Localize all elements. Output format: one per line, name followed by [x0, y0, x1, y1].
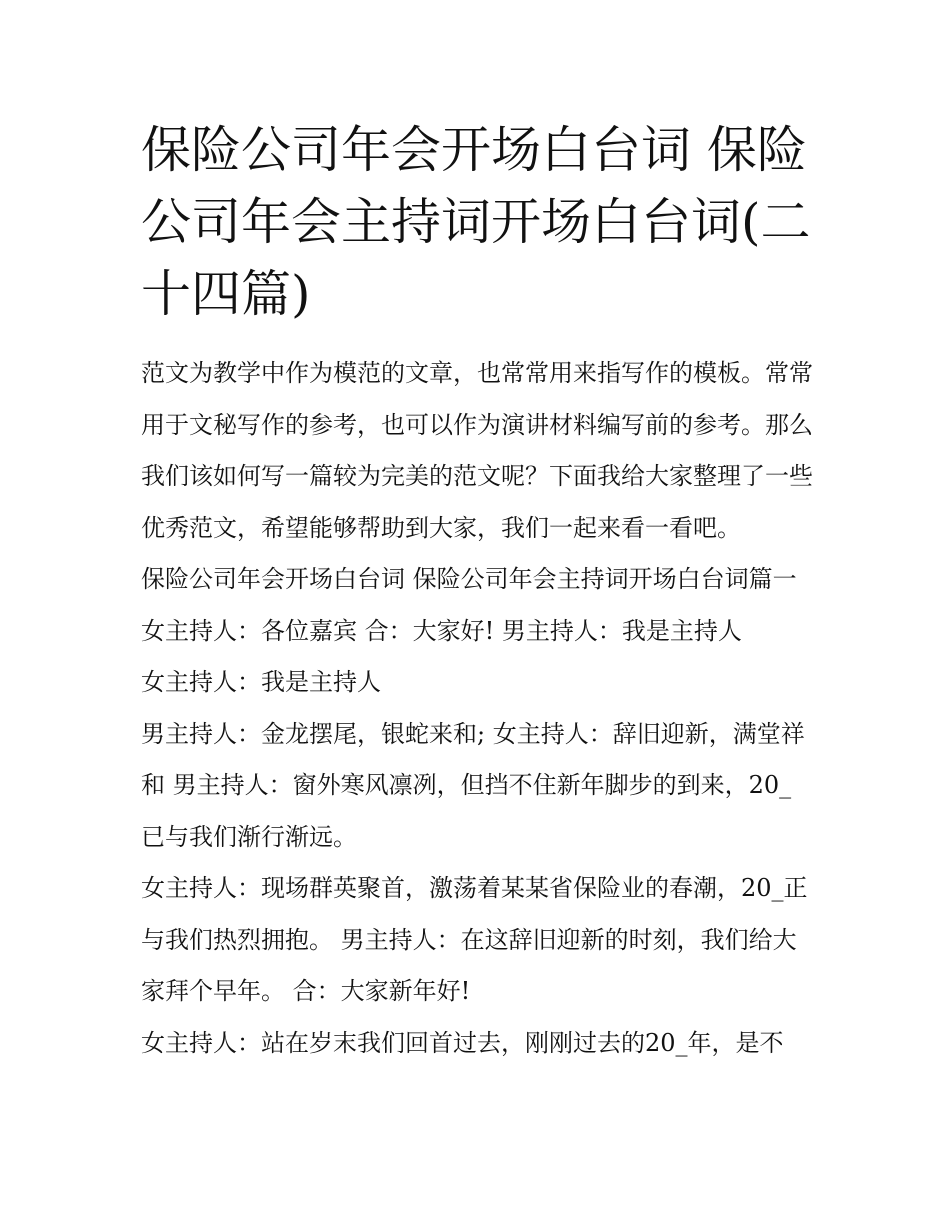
paragraph: 女主持人：现场群英聚首，激荡着某某省保险业的春潮，20_正与我们热烈拥抱。 男主持人：在这辞旧迎新的时刻，我们给大家拜个早年。 合：大家新年好! [141, 874, 808, 1005]
paragraph: 女主持人：站在岁末我们回首过去，刚刚过去的20_年，是不 [141, 1028, 784, 1057]
paragraph: 男主持人：金龙摆尾，银蛇来和; 女主持人：辞旧迎新，满堂祥和 男主持人：窗外寒风凛冽，但挡不住新年脚步的到来，20_已与我们渐行渐远。 [141, 719, 805, 851]
document-page [141, 114, 813, 1069]
document-title: 保险公司年会开场白台词 保险公司年会主持词开场白台词(二十四篇) [141, 121, 811, 323]
paragraph: 女主持人：我是主持人 [141, 668, 381, 696]
document-body [141, 348, 813, 1069]
paragraph-intro: 范文为教学中作为模范的文章，也常常用来指写作的模板。常常用于文秘写作的参考，也可以作为演讲材料编写前的参考。那么我们该如何写一篇较为完美的范文呢？下面我给大家整理了一些优秀范文，希望能够帮助到大家，我们一起来看一看吧。 [141, 359, 813, 542]
paragraph: 保险公司年会开场白台词 保险公司年会主持词开场白台词篇一 女主持人：各位嘉宾 合：大家好! 男主持人：我是主持人 [141, 565, 797, 645]
